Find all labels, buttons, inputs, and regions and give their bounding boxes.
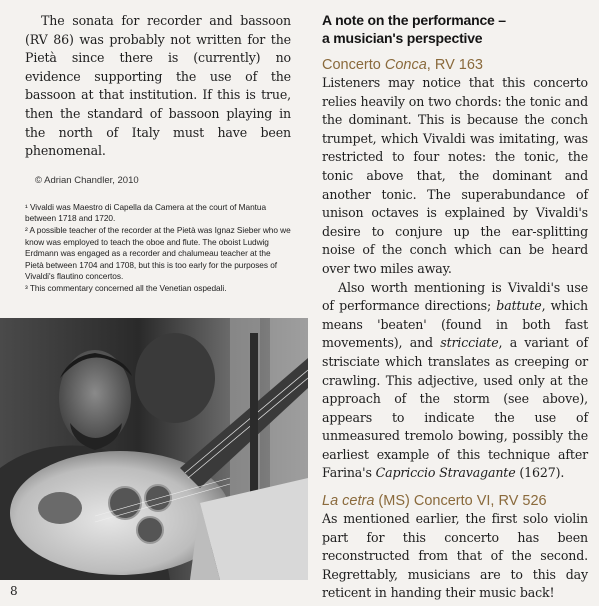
musician-photo [0,318,308,580]
section-heading [322,12,588,47]
author-credit: © Adrian Chandler, 2010 [35,174,139,186]
p2-capriccio: Capriccio Stravagante [375,465,516,481]
footnotes [25,202,291,295]
la-cetra-paragraph: As mentioned earlier, the first solo violin part for this concerto has been reconstructed from that of the second. Regrettably, musicians are to this day reticent in handing their music back! [322,511,588,601]
footnote-2: ² A possible teacher of the recorder at the Pietà was Ignaz Sieber who we know was employed to teach the oboe and flute. The oboist Ludwig Erdmann was engaged as a recorder and chalumeau teacher at the Pietà between 1704 and 1708, but this is too early for the purposes of Vivaldi's flautino concertos. [25,224,291,282]
p2-battute: battute [496,298,542,314]
title-prefix: Concerto [322,57,385,73]
p2-text-a: Also worth mentioning is Vivaldi's use of performance directions; [322,279,588,314]
conca-paragraph-2 [322,279,588,484]
sonata-paragraph: The sonata for recorder and bassoon (RV 86) was probably not written for the Pietà since there is (currently) no evidence supporting the use of the bassoon at that institution. If this is true, then the standard of bassoon playing in the north of Italy must have been phenomenal. [25,13,291,159]
conca-paragraph-1: Listeners may notice that this concerto relies heavily on two chords: the tonic and the dominant. This is because the conch trumpet, which Vivaldi was imitating, was restricted to four notes: the tonic, the tonic above that, the dominant and another tonic. The superabundance of unison octaves is explained by Vivaldi's desire to conjure up the ear-splitting noise of the conch which can be heard over two miles away. [322,75,588,276]
left-column [25,12,291,295]
page-number: 8 [10,584,18,598]
p2-text-g: (1627). [515,465,565,481]
p2-text-e: , a variant of strisciate which translates as creeping or crawling. This adjective, used only at the approach of the storm (see above), appears to indicate the use of unmeasured tremolo bowing, possibly the earliest example of this technique after Farina's [322,335,588,481]
p2-text-c: , which means 'beaten' (found in both fast movements), and [322,298,588,351]
heading-line-1: A note on the performance – [322,12,506,28]
lute-player-image [0,318,308,580]
footnote-3: ³ This commentary concerned all the Venetian ospedali. [25,282,227,293]
title-suffix: , RV 163 [426,57,483,73]
p2-stricciate: stricciate [440,335,499,351]
title-italic: Conca [384,57,427,73]
footnote-1: ¹ Vivaldi was Maestro di Capella da Camera at the court of Mantua between 1718 and 1720. [25,201,267,224]
heading-line-2: a musician's perspective [322,29,483,46]
concerto-conca-title [322,57,588,73]
title-suffix-2: (MS) Concerto VI, RV 526 [374,493,547,510]
la-cetra-title [322,493,588,509]
right-column [322,12,588,603]
title-italic-2: La cetra [322,493,375,510]
